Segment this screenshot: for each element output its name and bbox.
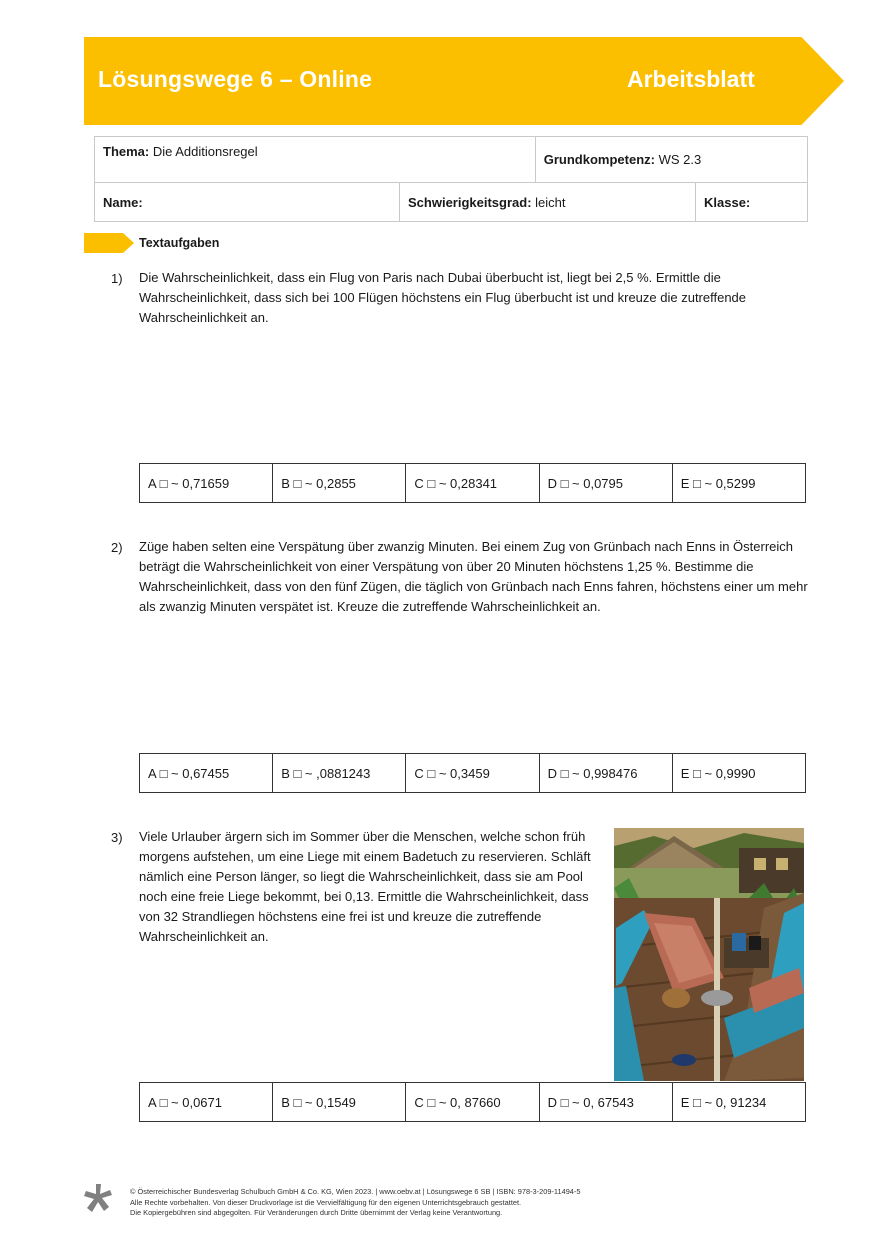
pool-lounger-photo bbox=[614, 828, 804, 1081]
name-label: Name: bbox=[103, 194, 143, 210]
task-line: nämlich eine Person länger, so liegt die Wahrscheinlichkeit, dass sie am Pool bbox=[139, 869, 583, 884]
option-d[interactable]: D □ ~ 0, 67543 bbox=[539, 1083, 672, 1122]
info-table bbox=[94, 136, 808, 222]
task-line: Wahrscheinlichkeit, dass sich bei 100 Flügen höchstens ein Flug überbucht ist und kreuze die zutreffende bbox=[139, 290, 747, 305]
task-line: beträgt die Wahrscheinlichkeit von einer Verspätung von über 20 Minuten höchstens 1,25 %. Bestimme die bbox=[139, 559, 754, 574]
thema-cell bbox=[95, 137, 536, 183]
section-arrow-icon bbox=[84, 233, 134, 253]
footer-line: © Österreichischer Bundesverlag Schulbuch GmbH & Co. KG, Wien 2023. | www.oebv.at | Lösungswege 6 SB | ISBN: 978-3-209-11494-5 bbox=[130, 1187, 581, 1196]
option-c[interactable]: C □ ~ 0,3459 bbox=[406, 754, 539, 793]
option-b[interactable]: B □ ~ 0,1549 bbox=[273, 1083, 406, 1122]
footer-line: Alle Rechte vorbehalten. Von dieser Druckvorlage ist die Vervielfältigung für den eigenen Unterrichtsgebrauch gestattet. bbox=[130, 1197, 522, 1207]
task-line: Wahrscheinlichkeit, dass von den fünf Zügen, die täglich von Grünbach nach Enns fahren, höchstens einer um mehr bbox=[139, 579, 808, 594]
thema-label: Thema: bbox=[103, 144, 150, 159]
option-e[interactable]: E □ ~ 0,9990 bbox=[672, 754, 805, 793]
task-line: noch eine freie Liege bekommt, bei 0,13. Ermittle die Wahrscheinlichkeit, dass bbox=[139, 889, 589, 904]
name-cell[interactable] bbox=[95, 183, 400, 222]
kompetenz-value: WS 2.3 bbox=[658, 152, 702, 167]
task-line: von 32 Strandliegen höchstens eine frei ist und kreuze die zutreffende bbox=[139, 909, 542, 924]
schwierigkeit-label: Schwierigkeitsgrad: bbox=[408, 194, 532, 210]
document-type: Arbeitsblatt bbox=[627, 66, 755, 92]
option-e[interactable]: E □ ~ 0, 91234 bbox=[672, 1083, 805, 1122]
option-d[interactable]: D □ ~ 0,0795 bbox=[539, 464, 672, 503]
task-line: morgens aufstehen, um eine Liege mit einem Badetuch zu reservieren. Schläft bbox=[139, 849, 591, 864]
option-b[interactable]: B □ ~ ,0881243 bbox=[273, 754, 406, 793]
kompetenz-cell bbox=[535, 137, 807, 183]
task-3-number: 3) bbox=[111, 830, 123, 845]
task-2-text bbox=[139, 537, 811, 617]
task-line: Viele Urlauber ärgern sich im Sommer über die Menschen, welche schon früh bbox=[139, 829, 586, 844]
schwierigkeit-value: leicht bbox=[535, 194, 566, 210]
section-heading: Textaufgaben bbox=[139, 236, 220, 250]
publisher-logo-icon bbox=[84, 1184, 114, 1216]
thema-value: Die Additionsregel bbox=[152, 144, 258, 159]
schwierigkeit-cell bbox=[400, 183, 696, 222]
footer-copyright bbox=[130, 1187, 581, 1219]
option-d[interactable]: D □ ~ 0,998476 bbox=[539, 754, 672, 793]
option-e[interactable]: E □ ~ 0,5299 bbox=[672, 464, 805, 503]
option-a[interactable]: A □ ~ 0,67455 bbox=[140, 754, 273, 793]
task-line: als zwanzig Minuten verspätet ist. Kreuze die zutreffende Wahrscheinlichkeit an. bbox=[139, 599, 601, 614]
task-1-number: 1) bbox=[111, 271, 123, 286]
task-line: Wahrscheinlichkeit an. bbox=[139, 929, 269, 944]
option-a[interactable]: A □ ~ 0,0671 bbox=[140, 1083, 273, 1122]
option-c[interactable]: C □ ~ 0, 87660 bbox=[406, 1083, 539, 1122]
option-b[interactable]: B □ ~ 0,2855 bbox=[273, 464, 406, 503]
task-3-answers bbox=[139, 1082, 806, 1122]
task-2-number: 2) bbox=[111, 540, 123, 555]
task-line: Die Wahrscheinlichkeit, dass ein Flug von Paris nach Dubai überbucht ist, liegt bei 2,5 %. Ermittle die bbox=[139, 270, 721, 285]
task-2-answers bbox=[139, 753, 806, 793]
klasse-cell[interactable] bbox=[696, 183, 808, 222]
footer-line: Die Kopiergebühren sind abgegolten. Für Veränderungen durch Dritte übernimmt der Verlag keine Verantwortung. bbox=[130, 1208, 503, 1217]
option-c[interactable]: C □ ~ 0,28341 bbox=[406, 464, 539, 503]
page-title: Lösungswege 6 – Online bbox=[98, 66, 373, 92]
task-3-text bbox=[139, 827, 609, 947]
option-a[interactable]: A □ ~ 0,71659 bbox=[140, 464, 273, 503]
task-line: Wahrscheinlichkeit an. bbox=[139, 310, 269, 325]
task-1-text bbox=[139, 268, 809, 328]
kompetenz-label: Grundkompetenz: bbox=[543, 152, 655, 167]
task-1-answers bbox=[139, 463, 806, 503]
task-line: Züge haben selten eine Verspätung über zwanzig Minuten. Bei einem Zug von Grünbach nach Enns in Österreich bbox=[139, 539, 794, 554]
klasse-label: Klasse: bbox=[704, 194, 751, 210]
